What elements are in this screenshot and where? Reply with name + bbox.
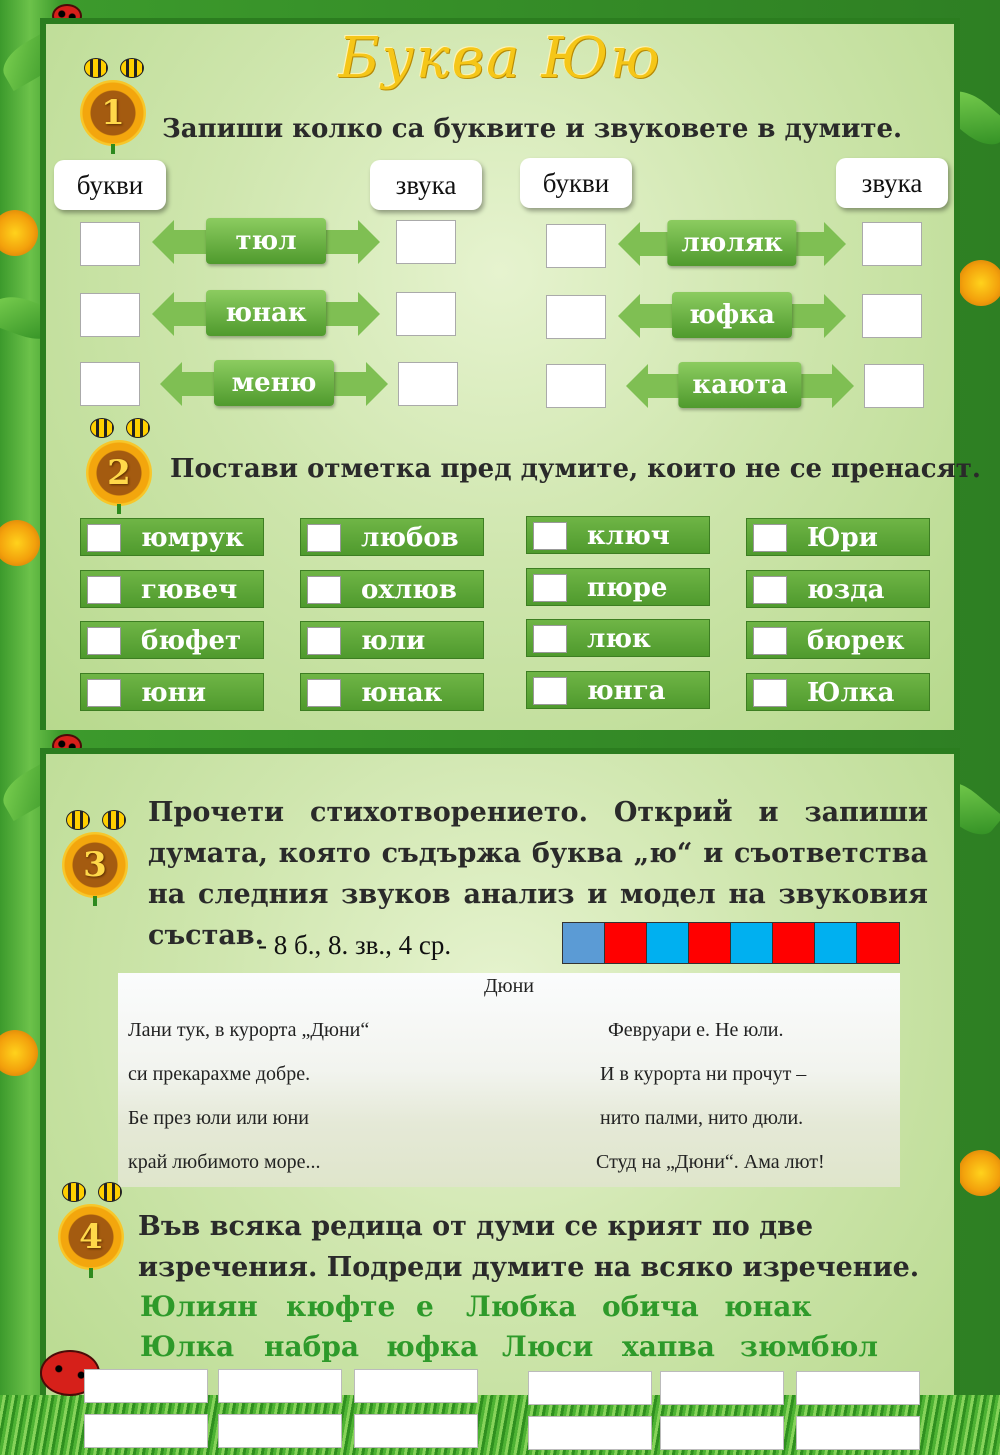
sounds-answer-box[interactable] — [864, 364, 924, 408]
letters-answer-box[interactable] — [546, 364, 606, 408]
sounds-label-right: звука — [836, 158, 948, 208]
checkbox[interactable] — [307, 679, 341, 707]
poem-line: край любимото море... — [128, 1151, 321, 1173]
answer-slot[interactable] — [354, 1369, 478, 1403]
answer-slot[interactable] — [660, 1371, 784, 1405]
task-3-instruction: Прочети стихотворението. Открий и запиши думата, която съдържа буква „ю“ и съответства на следния звуков анализ и модел на звуковия състав. — [148, 797, 928, 951]
sounds-label-left: звука — [370, 160, 482, 210]
answer-slot[interactable] — [796, 1371, 920, 1405]
answer-slot[interactable] — [660, 1416, 784, 1450]
word-chip: юфка — [672, 292, 792, 338]
bee-icon — [90, 418, 114, 438]
scrambled-word: зюмбюл — [740, 1330, 879, 1363]
bee-icon — [98, 1182, 122, 1202]
sounds-answer-box[interactable] — [862, 294, 922, 338]
double-arrow — [618, 222, 846, 266]
sounds-answer-box[interactable] — [398, 362, 458, 406]
task-badge-3 — [56, 810, 136, 906]
scrambled-word: кюфте — [286, 1290, 396, 1323]
sound-model-cell — [563, 923, 605, 963]
checkbox[interactable] — [533, 677, 567, 705]
word-chip: люляк — [667, 220, 796, 266]
answer-slot[interactable] — [84, 1369, 208, 1403]
task-1-instruction: Запиши колко са буквите и звуковете в думите. — [162, 114, 903, 144]
sound-model-cell — [773, 923, 815, 963]
checkbox[interactable] — [753, 627, 787, 655]
letters-label-left: букви — [54, 160, 166, 210]
double-arrow — [626, 364, 854, 408]
bee-icon — [120, 58, 144, 78]
scrambled-word: Юлка — [140, 1330, 235, 1363]
checkbox[interactable] — [307, 576, 341, 604]
word-checkbox-item[interactable]: юзда — [746, 570, 930, 608]
checkbox[interactable] — [753, 679, 787, 707]
scrambled-word: юнак — [724, 1290, 812, 1323]
word-checkbox-item[interactable]: охлюв — [300, 570, 484, 608]
answer-slot[interactable] — [84, 1414, 208, 1448]
sound-model-cell — [815, 923, 857, 963]
checkbox[interactable] — [533, 522, 567, 550]
scrambled-word: обича — [602, 1290, 699, 1323]
letters-answer-box[interactable] — [546, 295, 606, 339]
flower-decoration — [0, 1030, 38, 1076]
flower-decoration — [958, 260, 1000, 306]
checkbox[interactable] — [307, 627, 341, 655]
sound-model-cell — [605, 923, 647, 963]
word-checkbox-item[interactable]: Юри — [746, 518, 930, 556]
answer-slot[interactable] — [528, 1416, 652, 1450]
task-number: 2 — [107, 453, 131, 493]
bee-icon — [66, 810, 90, 830]
bee-icon — [84, 58, 108, 78]
scrambled-word: Юлиян — [140, 1290, 258, 1323]
poem-line: И в курорта ни прочут – — [600, 1063, 807, 1085]
word-checkbox-item[interactable]: бюфет — [80, 621, 264, 659]
double-arrow — [160, 362, 388, 406]
poem-box — [118, 973, 900, 1187]
word-checkbox-item[interactable]: ключ — [526, 516, 710, 554]
word-chip: тюл — [206, 218, 326, 264]
page-title: Буква Юю — [338, 26, 662, 91]
scrambled-word: юфка — [386, 1330, 479, 1363]
sounds-answer-box[interactable] — [862, 222, 922, 266]
poem-line: си прекарахме добре. — [128, 1063, 311, 1085]
task-4-instruction: Във всяка редица от думи се крият по две изречения. Подреди думите на всяко изречение. — [138, 1211, 920, 1283]
double-arrow — [618, 294, 846, 338]
double-arrow — [152, 220, 380, 264]
answer-slot[interactable] — [528, 1371, 652, 1405]
bee-icon — [62, 1182, 86, 1202]
task-badge-4 — [52, 1182, 132, 1278]
scrambled-word: набра — [264, 1330, 360, 1363]
sounds-answer-box[interactable] — [396, 292, 456, 336]
word-checkbox-item[interactable]: гювеч — [80, 570, 264, 608]
answer-slot[interactable] — [218, 1369, 342, 1403]
word-checkbox-item[interactable]: Юлка — [746, 673, 930, 711]
poem-line: Лани тук, в курорта „Дюни“ — [128, 1019, 370, 1041]
word-chip: каюта — [678, 362, 801, 408]
sounds-answer-box[interactable] — [396, 220, 456, 264]
sound-model-cell — [647, 923, 689, 963]
sound-model — [562, 922, 900, 964]
bee-icon — [126, 418, 150, 438]
letters-answer-box[interactable] — [80, 362, 140, 406]
checkbox[interactable] — [87, 627, 121, 655]
word-checkbox-item[interactable]: пюре — [526, 568, 710, 606]
flower-decoration — [0, 210, 38, 256]
flower-decoration — [958, 1150, 1000, 1196]
word-checkbox-item[interactable]: любов — [300, 518, 484, 556]
word-checkbox-item[interactable]: бюрек — [746, 621, 930, 659]
poem-line: Студ на „Дюни“. Ама лют! — [596, 1151, 825, 1173]
task-number: 4 — [79, 1217, 103, 1257]
checkbox[interactable] — [87, 679, 121, 707]
scrambled-word: хапва — [622, 1330, 715, 1363]
flower-decoration — [0, 520, 40, 566]
sound-model-cell — [731, 923, 773, 963]
checkbox[interactable] — [87, 524, 121, 552]
letters-answer-box[interactable] — [80, 222, 140, 266]
task-2-instruction: Постави отметка пред думите, които не се пренасят. — [170, 454, 981, 484]
poem-line: Февруари е. Не юли. — [608, 1019, 784, 1041]
poem-line: нито палми, нито дюли. — [600, 1107, 804, 1129]
checkbox[interactable] — [533, 574, 567, 602]
scrambled-word: Любка — [466, 1290, 577, 1323]
sound-model-cell — [857, 923, 899, 963]
scrambled-word: Люси — [502, 1330, 594, 1363]
word-chip: меню — [214, 360, 334, 406]
answer-slot[interactable] — [796, 1416, 920, 1450]
word-checkbox-item[interactable]: люк — [526, 619, 710, 657]
poem-title: Дюни — [484, 975, 534, 997]
task-number: 1 — [101, 93, 125, 133]
task-badge-1 — [74, 58, 154, 154]
word-chip: юнак — [206, 290, 326, 336]
word-checkbox-item[interactable]: юли — [300, 621, 484, 659]
worksheet-page-2 — [0, 730, 1000, 1455]
checkbox[interactable] — [307, 524, 341, 552]
poem-line: Бе през юли или юни — [128, 1107, 309, 1129]
task-number: 3 — [83, 845, 107, 885]
bee-icon — [102, 810, 126, 830]
word-checkbox-item[interactable]: юнга — [526, 671, 710, 709]
letters-label-right: букви — [520, 158, 632, 208]
letters-answer-box[interactable] — [80, 293, 140, 337]
checkbox[interactable] — [533, 625, 567, 653]
checkbox[interactable] — [87, 576, 121, 604]
scrambled-word: е — [416, 1290, 434, 1323]
double-arrow — [152, 292, 380, 336]
answer-slot[interactable] — [354, 1414, 478, 1448]
letters-answer-box[interactable] — [546, 224, 606, 268]
word-checkbox-item[interactable]: юнак — [300, 673, 484, 711]
word-checkbox-item[interactable]: юни — [80, 673, 264, 711]
answer-slot[interactable] — [218, 1414, 342, 1448]
task-badge-2 — [80, 418, 160, 514]
checkbox[interactable] — [753, 576, 787, 604]
sound-analysis: - 8 б., 8. зв., 4 ср. — [258, 930, 452, 960]
checkbox[interactable] — [753, 524, 787, 552]
word-checkbox-item[interactable]: юмрук — [80, 518, 264, 556]
sound-model-cell — [689, 923, 731, 963]
